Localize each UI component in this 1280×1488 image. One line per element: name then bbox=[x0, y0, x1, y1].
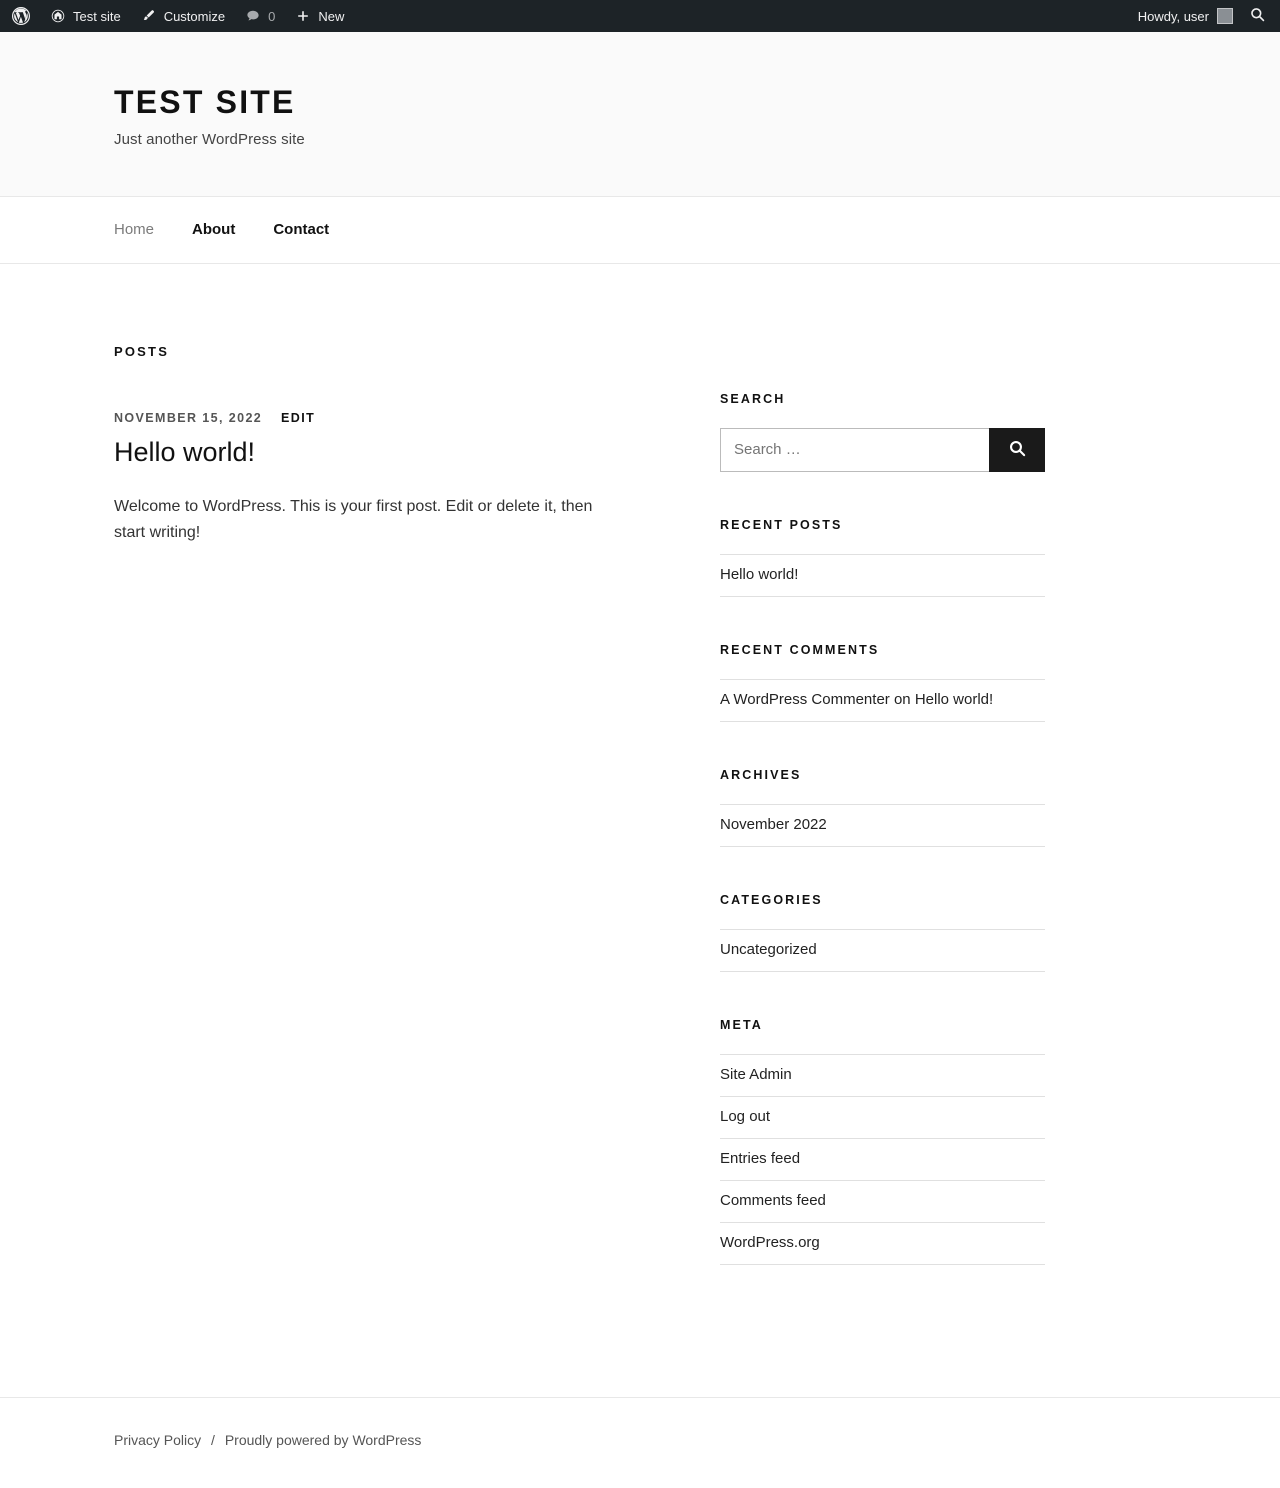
list-item[interactable] bbox=[720, 929, 1045, 972]
recent-post-link[interactable]: Hello world! bbox=[720, 565, 799, 583]
site-description: Just another WordPress site bbox=[114, 130, 305, 148]
search-input[interactable] bbox=[720, 428, 989, 472]
admin-bar-new-label: New bbox=[318, 8, 345, 24]
nav-item-home[interactable]: Home bbox=[114, 221, 155, 239]
post-excerpt: Welcome to WordPress. This is your first post. Edit or delete it, then start writing! bbox=[114, 497, 593, 541]
admin-bar bbox=[0, 0, 1280, 32]
post-title[interactable]: Hello world! bbox=[114, 436, 256, 467]
meta-link-entries-feed[interactable]: Entries feed bbox=[720, 1149, 801, 1167]
footer-separator: / bbox=[211, 1431, 215, 1448]
admin-bar-customize[interactable] bbox=[131, 0, 235, 32]
widget-meta bbox=[720, 1018, 1045, 1265]
paintbrush-icon bbox=[141, 8, 157, 24]
page-title: POSTS bbox=[114, 343, 170, 359]
widget-title-categories: CATEGORIES bbox=[720, 892, 823, 907]
widget-categories bbox=[720, 893, 1045, 972]
widget-title-recent-posts: RECENT POSTS bbox=[720, 517, 843, 532]
house-icon bbox=[50, 8, 66, 24]
nav-item-contact[interactable]: Contact bbox=[273, 221, 330, 239]
avatar bbox=[1217, 8, 1233, 24]
primary-navigation bbox=[0, 197, 1280, 264]
search-form bbox=[720, 428, 1045, 472]
widget-recent-posts bbox=[720, 518, 1045, 597]
recent-comments-list bbox=[720, 679, 1045, 722]
widget-title-search: SEARCH bbox=[720, 391, 786, 406]
meta-link-site-admin[interactable]: Site Admin bbox=[720, 1065, 792, 1083]
footer-privacy-policy-link[interactable]: Privacy Policy bbox=[114, 1431, 202, 1448]
list-item[interactable] bbox=[720, 554, 1045, 597]
categories-list bbox=[720, 929, 1045, 972]
list-item[interactable] bbox=[720, 679, 1045, 722]
site-footer bbox=[0, 1397, 1280, 1488]
archives-list bbox=[720, 804, 1045, 847]
admin-bar-comments[interactable] bbox=[235, 0, 285, 32]
post-edit-link[interactable]: EDIT bbox=[281, 410, 316, 425]
admin-bar-site-name[interactable] bbox=[40, 0, 131, 32]
list-item[interactable] bbox=[720, 1181, 1045, 1223]
wordpress-logo-icon bbox=[11, 6, 31, 26]
comment-bubble-icon bbox=[245, 8, 261, 24]
sidebar bbox=[720, 344, 1045, 1311]
nav-item-about[interactable]: About bbox=[192, 221, 236, 239]
comment-post-link[interactable]: Hello world! bbox=[914, 690, 994, 708]
list-item[interactable] bbox=[720, 1097, 1045, 1139]
list-item[interactable] bbox=[720, 1139, 1045, 1181]
widget-search bbox=[720, 392, 1045, 472]
widget-archives bbox=[720, 768, 1045, 847]
footer-credit-link[interactable]: Proudly powered by WordPress bbox=[224, 1431, 422, 1448]
wordpress-logo-button[interactable] bbox=[0, 0, 40, 32]
site-title[interactable]: TEST SITE bbox=[114, 84, 296, 120]
widget-title-meta: META bbox=[720, 1017, 763, 1032]
site-header bbox=[0, 32, 1280, 197]
meta-link-log-out[interactable]: Log out bbox=[720, 1107, 771, 1125]
search-icon bbox=[1008, 439, 1027, 461]
post-article bbox=[114, 411, 644, 546]
admin-bar-howdy-label: Howdy, user bbox=[1137, 8, 1209, 24]
post-date-link[interactable]: NOVEMBER 15, 2022 bbox=[114, 410, 263, 425]
category-link[interactable]: Uncategorized bbox=[720, 940, 817, 958]
search-icon bbox=[1249, 6, 1266, 26]
admin-bar-new[interactable] bbox=[285, 0, 354, 32]
search-submit-button[interactable] bbox=[989, 428, 1045, 472]
admin-bar-my-account[interactable] bbox=[1128, 8, 1245, 24]
meta-link-wordpress-org[interactable]: WordPress.org bbox=[720, 1233, 820, 1251]
archive-link[interactable]: November 2022 bbox=[720, 815, 827, 833]
admin-bar-comments-count: 0 bbox=[268, 8, 276, 24]
widget-title-recent-comments: RECENT COMMENTS bbox=[720, 642, 880, 657]
admin-bar-site-name-label: Test site bbox=[73, 8, 121, 24]
content-area bbox=[90, 264, 1190, 1311]
comment-author-link[interactable]: A WordPress Commenter bbox=[720, 690, 890, 708]
list-item[interactable] bbox=[720, 804, 1045, 847]
admin-bar-search-button[interactable] bbox=[1245, 6, 1280, 26]
list-item[interactable] bbox=[720, 1054, 1045, 1097]
plus-icon bbox=[295, 8, 311, 24]
widget-title-archives: ARCHIVES bbox=[720, 767, 802, 782]
meta-list bbox=[720, 1054, 1045, 1265]
main-content bbox=[114, 344, 644, 546]
comment-on-label: on bbox=[893, 690, 911, 708]
meta-link-comments-feed[interactable]: Comments feed bbox=[720, 1191, 826, 1209]
widget-recent-comments bbox=[720, 643, 1045, 722]
recent-posts-list bbox=[720, 554, 1045, 597]
admin-bar-customize-label: Customize bbox=[163, 8, 226, 24]
admin-bar-right bbox=[1128, 0, 1280, 32]
list-item[interactable] bbox=[720, 1223, 1045, 1265]
post-meta bbox=[114, 411, 644, 425]
